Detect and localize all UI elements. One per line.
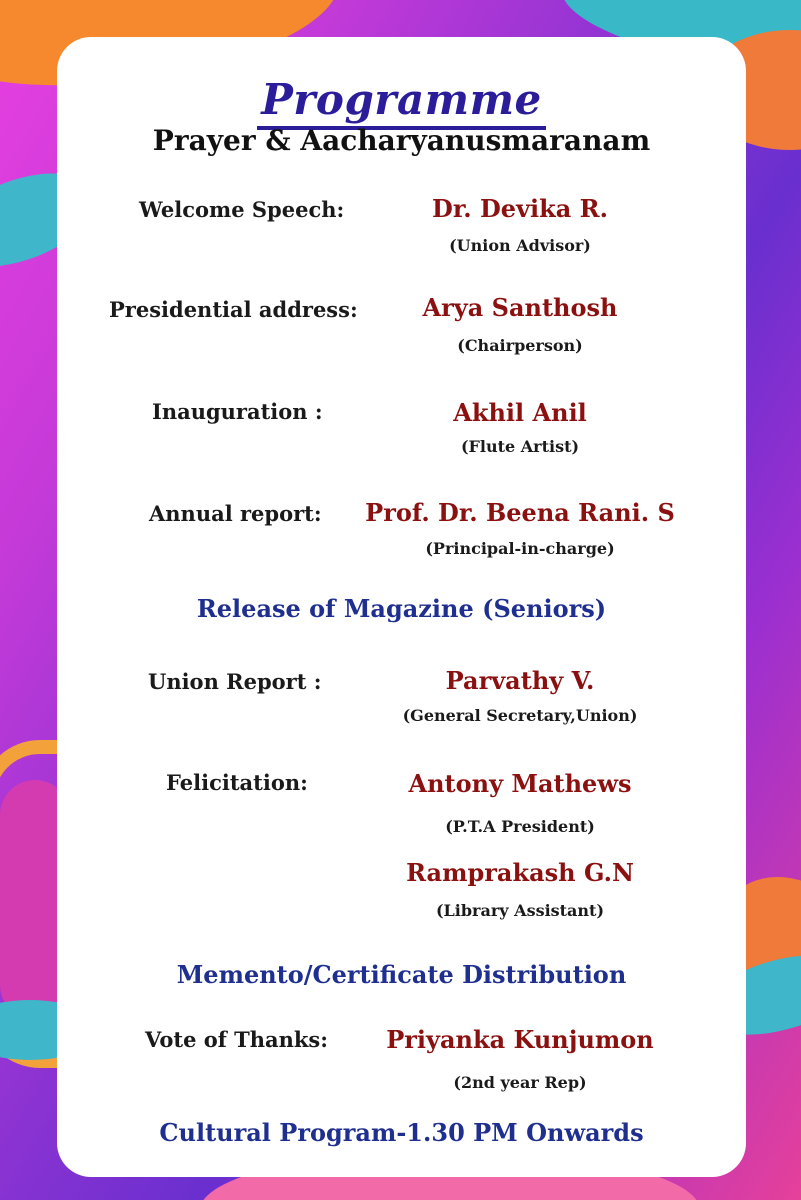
inaugurator-role: (Flute Artist) <box>460 437 580 456</box>
felicitation-person-2-role: (Library Assistant) <box>435 901 605 920</box>
felicitation-person-2-name: Ramprakash G.N <box>406 858 634 887</box>
programme-card <box>57 37 746 1177</box>
president-role: (Chairperson) <box>457 336 583 355</box>
inaugurator-name: Akhil Anil <box>453 398 587 427</box>
programme-title: Programme <box>57 75 746 124</box>
presidential-address-label: Presidential address: <box>109 297 358 322</box>
release-of-magazine-heading: Release of Magazine (Seniors) <box>196 594 607 623</box>
president-name: Arya Santhosh <box>422 293 618 322</box>
opening-heading: Prayer & Aacharyanusmaranam <box>152 124 651 157</box>
felicitation-person-1-role: (P.T.A President) <box>445 817 595 836</box>
annual-report-presenter-name: Prof. Dr. Beena Rani. S <box>365 498 675 527</box>
vote-of-thanks-label: Vote of Thanks: <box>145 1027 328 1052</box>
felicitation-label: Felicitation: <box>166 770 308 795</box>
annual-report-label: Annual report: <box>149 501 322 526</box>
welcome-speech-label: Welcome Speech: <box>139 197 345 222</box>
cultural-program-heading: Cultural Program-1.30 PM Onwards <box>159 1118 644 1147</box>
annual-report-presenter-role: (Principal-in-charge) <box>425 539 615 558</box>
vote-of-thanks-role: (2nd year Rep) <box>453 1073 587 1092</box>
vote-of-thanks-name: Priyanka Kunjumon <box>386 1025 654 1054</box>
memento-distribution-heading: Memento/Certificate Distribution <box>176 960 627 989</box>
union-report-presenter-name: Parvathy V. <box>445 666 595 695</box>
welcome-speaker-role: (Union Advisor) <box>449 236 591 255</box>
union-report-label: Union Report : <box>148 669 322 694</box>
inauguration-label: Inauguration : <box>152 399 323 424</box>
union-report-presenter-role: (General Secretary,Union) <box>402 706 638 725</box>
felicitation-person-1-name: Antony Mathews <box>408 769 632 798</box>
welcome-speaker-name: Dr. Devika R. <box>432 194 608 223</box>
